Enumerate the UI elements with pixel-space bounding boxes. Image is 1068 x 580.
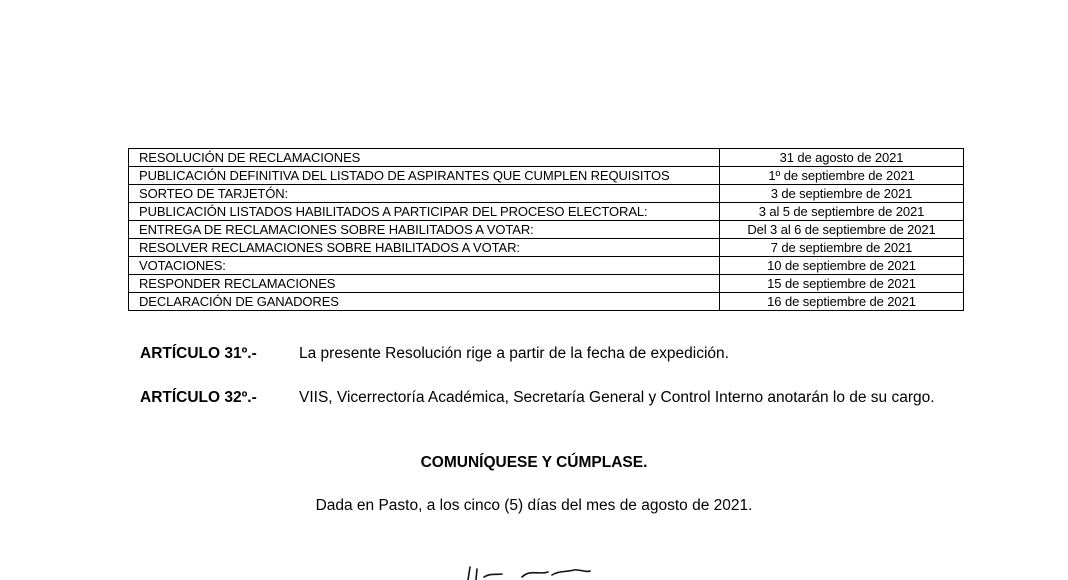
- date-cell: 3 de septiembre de 2021: [720, 185, 964, 203]
- date-cell: 15 de septiembre de 2021: [720, 275, 964, 293]
- date-cell: 31 de agosto de 2021: [720, 149, 964, 167]
- article-text: La presente Resolución rige a partir de la fecha de expedición.: [299, 345, 729, 362]
- event-cell: RESPONDER RECLAMACIONES: [129, 275, 720, 293]
- event-cell: DECLARACIÓN DE GANADORES: [129, 293, 720, 311]
- article-32: [140, 387, 940, 409]
- table-row: [129, 293, 964, 311]
- event-cell: PUBLICACIÓN DEFINITIVA DEL LISTADO DE ASPIRANTES QUE CUMPLEN REQUISITOS: [129, 167, 720, 185]
- date-cell: 7 de septiembre de 2021: [720, 239, 964, 257]
- event-cell: PUBLICACIÓN LISTADOS HABILITADOS A PARTICIPAR DEL PROCESO ELECTORAL:: [129, 203, 720, 221]
- table-row: [129, 221, 964, 239]
- table-row: [129, 167, 964, 185]
- table-row: [129, 275, 964, 293]
- event-cell: VOTACIONES:: [129, 257, 720, 275]
- given-in-text: Dada en Pasto, a los cinco (5) días del mes de agosto de 2021.: [315, 497, 753, 514]
- event-cell: ENTREGA DE RECLAMACIONES SOBRE HABILITADOS A VOTAR:: [129, 221, 720, 239]
- article-text: VIIS, Vicerrectoría Académica, Secretaría General y Control Interno anotarán lo de su cargo.: [299, 389, 935, 406]
- signature-mark: [440, 563, 610, 580]
- date-cell: 1º de septiembre de 2021: [720, 167, 964, 185]
- article-31: [140, 343, 940, 365]
- date-cell: 3 al 5 de septiembre de 2021: [720, 203, 964, 221]
- table-row: [129, 149, 964, 167]
- article-label: ARTÍCULO 32º.-: [140, 389, 257, 406]
- date-cell: 16 de septiembre de 2021: [720, 293, 964, 311]
- closing-heading: COMUNÍQUESE Y CÚMPLASE.: [420, 454, 648, 471]
- date-cell: Del 3 al 6 de septiembre de 2021: [720, 221, 964, 239]
- table-row: [129, 257, 964, 275]
- table-row: [129, 185, 964, 203]
- event-cell: RESOLUCIÓN DE RECLAMACIONES: [129, 149, 720, 167]
- event-cell: SORTEO DE TARJETÓN:: [129, 185, 720, 203]
- date-cell: 10 de septiembre de 2021: [720, 257, 964, 275]
- article-label: ARTÍCULO 31º.-: [140, 345, 257, 362]
- table-row: [129, 203, 964, 221]
- schedule-table: [128, 148, 964, 311]
- event-cell: RESOLVER RECLAMACIONES SOBRE HABILITADOS A VOTAR:: [129, 239, 720, 257]
- table-row: [129, 239, 964, 257]
